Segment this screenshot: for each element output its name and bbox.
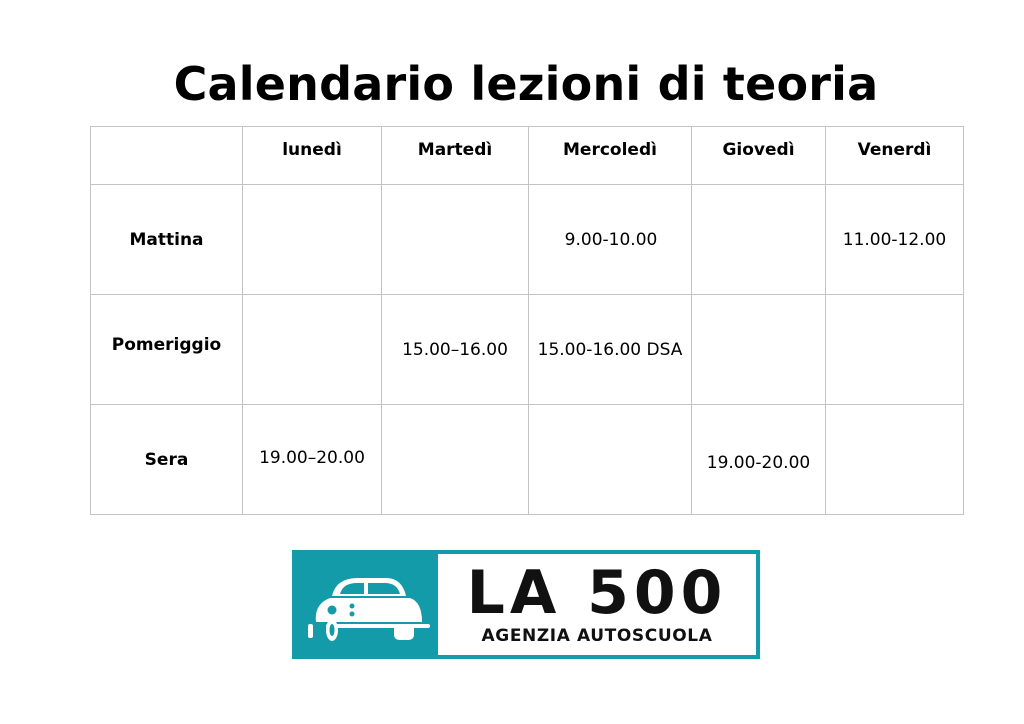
page-title: Calendario lezioni di teoria: [173, 57, 879, 111]
table-cell: 11.00-12.00: [826, 185, 964, 295]
table-cell: [382, 185, 529, 295]
cell-time: 19.00-20.00: [706, 452, 811, 473]
header-cell-mercoledi: Mercoledì: [529, 127, 692, 185]
table-cell: 15.00–16.00: [382, 295, 529, 405]
table-cell: [529, 185, 692, 295]
schedule-table: [90, 126, 964, 515]
header-cell-martedi: Martedì: [382, 127, 529, 185]
table-cell: [382, 405, 529, 515]
table-cell: [243, 405, 382, 515]
cell-time: 19.00–20.00: [259, 447, 365, 468]
header-cell-giovedi: Giovedì: [692, 127, 826, 185]
header-cell-venerdi: Venerdì: [826, 127, 964, 185]
row-label-text: Pomeriggio: [111, 334, 222, 355]
row-label-pomeriggio: [91, 295, 243, 405]
logo-name: LA 500: [466, 558, 728, 628]
table-cell: [692, 185, 826, 295]
table-cell: [529, 405, 692, 515]
table-cell: [243, 185, 382, 295]
logo-tagline: AGENZIA AUTOSCUOLA: [481, 626, 713, 646]
table-cell: [826, 405, 964, 515]
table-row: [91, 185, 964, 295]
header-cell-lunedi: lunedì: [243, 127, 382, 185]
row-label-sera: Sera: [91, 405, 243, 515]
table-cell: [692, 405, 826, 515]
table-header-row: [91, 127, 964, 185]
row-label-mattina: Mattina: [91, 185, 243, 295]
table-cell: 15.00-16.00 DSA: [529, 295, 692, 405]
logo-text-panel: [438, 554, 756, 655]
table-row: [91, 295, 964, 405]
cell-time: 9.00-10.00: [564, 229, 658, 250]
brand-logo: [292, 550, 760, 659]
table-row: [91, 405, 964, 515]
table-cell: [826, 295, 964, 405]
car-icon: [302, 566, 432, 644]
header-cell-empty: [91, 127, 243, 185]
table-cell: [692, 295, 826, 405]
table-cell: [243, 295, 382, 405]
